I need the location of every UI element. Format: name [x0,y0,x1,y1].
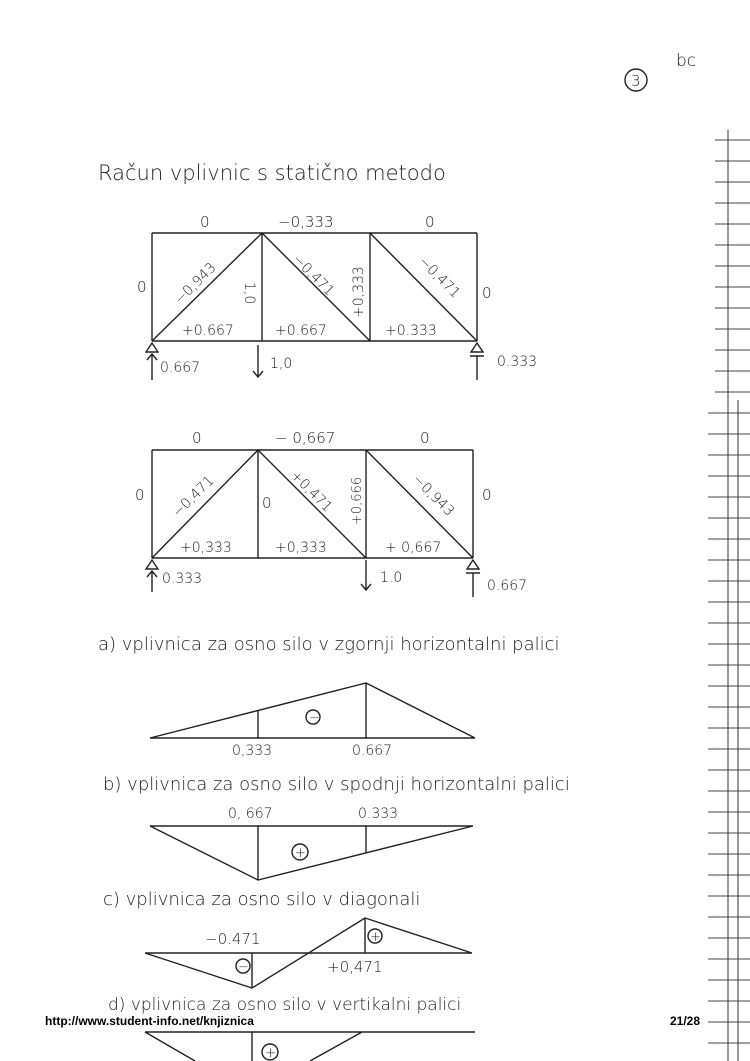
reaction: 0.667 [160,360,201,376]
ordinate-value: 0, 667 [228,806,273,822]
support-left-icon [146,343,158,380]
sign: + [295,846,306,861]
section-c-heading: c) vplivnica za osno silo v diagonali [103,889,421,910]
member-force: 0 [420,429,430,447]
sign: + [265,1046,276,1061]
member-force: +0,333 [180,540,232,556]
member-force: +0.667 [275,323,327,339]
ordinate-value: 0.667 [352,743,393,759]
section-a-heading: a) vplivnica za osno silo v zgornji horizontalni palici [98,634,560,655]
member-force: 1,0 [241,282,257,305]
reaction: 0.333 [162,571,203,587]
graph-paper-edge [728,130,738,1061]
member-force: −0,471 [415,253,464,302]
ordinate-value: +0,471 [327,958,383,976]
member-force: 0 [192,429,202,447]
member-force: +0,333 [351,266,367,318]
load-arrow-icon [361,560,371,590]
member-force: 0 [482,486,492,504]
load-arrow-icon [253,345,263,377]
member-force: 0 [425,213,435,231]
page-counter: 21/28 [670,1014,701,1028]
member-force: +0,471 [287,467,336,516]
member-force: −0,471 [169,472,218,521]
member-force: 0 [137,278,147,296]
ordinate-value: 0,333 [232,743,273,759]
member-force: +0,333 [275,540,327,556]
section-b-heading: b) vplivnica za osno silo v spodnji horizontalni palici [103,774,570,795]
member-force: −0,943 [409,471,458,520]
influence-line-c [145,918,472,988]
source-url[interactable]: http://www.student-info.net/knjiznica [45,1014,254,1028]
influence-line-d [145,1032,475,1061]
influence-line-a [150,683,475,759]
truss-1 [137,213,537,380]
member-force: + 0,667 [385,540,442,556]
member-force: 0 [200,213,210,231]
support-right-icon [470,343,484,380]
support-right-icon [466,560,480,597]
support-left-icon [146,560,158,592]
truss-2 [135,429,527,597]
section-d-heading: d) vplivnica za osno silo v vertikalni palici [108,995,462,1015]
sign: − [309,711,320,726]
influence-line-b [150,806,473,880]
ordinate-value: −0.471 [205,930,261,948]
ordinate-value: 0.333 [358,806,399,822]
member-force: +0.667 [182,323,234,339]
member-force: +0.333 [385,323,437,339]
member-force: −0,943 [171,259,220,308]
sign: + [370,930,381,945]
load-value: 1.0 [380,570,403,586]
member-force: +0,666 [350,476,365,525]
page-title: Račun vplivnic s statično metodo [98,161,446,185]
reaction: 0.333 [497,354,538,370]
sign: − [238,960,249,975]
load-value: 1,0 [270,356,293,372]
member-force: − 0,667 [275,429,336,447]
member-force: 0 [135,486,145,504]
member-force: −0,333 [278,213,334,231]
reaction: 0.667 [487,578,528,594]
member-force: 0 [482,284,492,302]
member-force: 0 [262,494,272,512]
page-number: 3 [631,72,641,90]
corner-note: bc [676,51,697,71]
member-force: −0,471 [289,251,338,300]
